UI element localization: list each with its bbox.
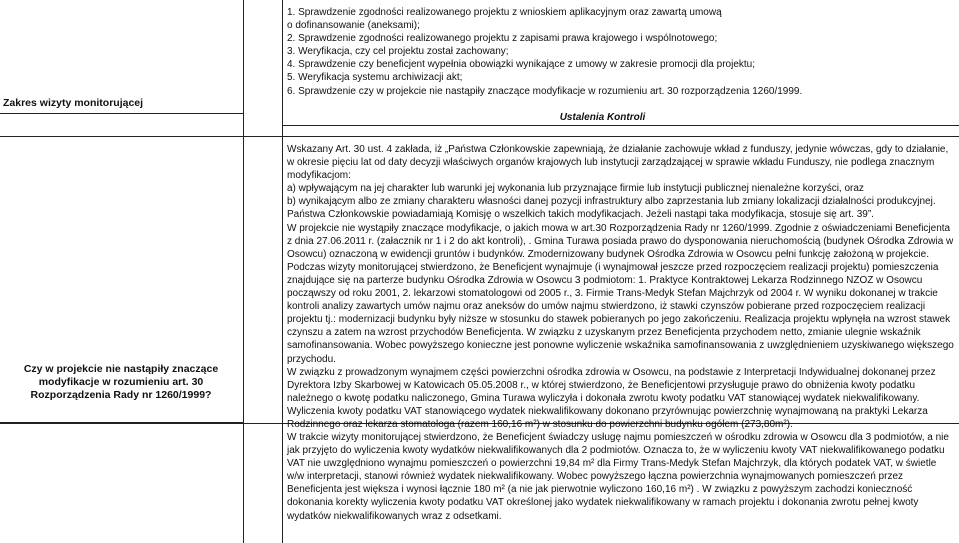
- scope-item: 2. Sprawdzenie zgodności realizowanego projektu z zapisami prawa krajowego i wspólnotowego;: [287, 33, 718, 45]
- scope-item: o dofinansowanie (aneksami);: [287, 20, 420, 32]
- paragraph: W projekcie nie wystąpiły znaczące modyfikacje, o jakich mowa w art.30 Rozporządzenia Rady nr 1260/1999. Zgodnie z oświadczeniami Beneficjenta z dnia 27.06.2011 r. (załacznik nr 1 i 2 do akt kontroli), . Gmina Turawa posiada prawo do dysponowania nieruchomością (budynek Ośrodka Zdrowia w Osowcu) oznaczoną w ewidencji gruntów i budynków. Zmodernizowany budynek Ośrodka Zdrowia w Osowcu pełni funkcję założoną w projekcie.: [287, 222, 954, 260]
- paragraph: Wskazany Art. 30 ust. 4 zakłada, iż „Państwa Członkowskie zapewniają, że działanie zachowuje wkład z funduszy, jedynie wówczas, gdy to działanie, w okresie pięciu lat od daty decyzji właściwych organów krajowych lub instytucji zarządzającej w sprawie wkładu Funduszy, nie podlega znacznym modyfikacjom:: [287, 144, 949, 182]
- scope-item: 1. Sprawdzenie zgodności realizowanego projektu z wnioskiem aplikacyjnym oraz zawartą umową: [287, 7, 722, 18]
- section-heading: Ustalenia Kontroli: [559, 112, 646, 123]
- row-divider: [0, 136, 959, 137]
- scope-list: [287, 6, 955, 98]
- paragraph: W związku z prowadzonym wynajmem części powierzchni ośrodka zdrowia w Osowcu, na podstawie z Interpretacji Indywidualnej dokonanej przez Dyrektora Izby Skarbowej w Katowicach 05.05.2008 r., w której stwierdzono, że Beneficjentowi przysługuje prawo do obniżenia kwoty podatku należnego o kwotę podatku naliczonego, Gmina Turawa wyliczyła i dokonała zwrotu kwoty podatku VAT stanowiącej wydatek niekwalifikowany. Wyliczenia kwoty podatku VAT stanowiącego wydatek niekwalifikowany dokonano przyrównując powierzchnię wynajmowaną na praktyki Lekarza Rodzinnego oraz lekarza stomatologa (razem 160,16 m²) w stosunku do powierzchni budynku ogółem (273,80m²).: [287, 366, 936, 430]
- scope-item: 5. Weryfikacja systemu archiwizacji akt;: [287, 72, 463, 84]
- paragraph: a) wpływającym na jej charakter lub warunki jej wykonania lub przyznające firmie lub instytucji publicznej nienależne korzyści, oraz: [287, 183, 864, 195]
- scope-item: 3. Weryfikacja, czy cel projektu został zachowany;: [287, 46, 509, 58]
- row-divider: [0, 113, 243, 114]
- scope-item: 4. Sprawdzenie czy beneficjent wypełnia obowiązki wynikające z umowy w zakresie promocji dla projektu;: [287, 59, 755, 71]
- paragraph: W trakcie wizyty monitorującej stwierdzono, że Beneficjent świadczy usługę najmu pomieszczeń w ośrodku zdrowia w Osowcu dla 3 podmiotów, a nie jak przyjęto do wyliczenia kwoty wydatków niekwalifikowanych dla 2 podmiotów. Oznacza to, że w wyliczeniu kwoty VAT niekwalifikowanego podatku VAT nie uwzględniono wynajmu pomieszczeń o powierzchni 19,84 m² dla Firmy Trans-Medyk Stefan Majchrzyk, dla których podatek VAT, w świetle w/w interpretacji, stanowi również wydatek niekwalifikowany. Wobec powyższego łączna powierzchnia wynajmowanych pomieszczeń przez Beneficjenta jest większa i wynosi łącznie 180 m² (a nie jak pierwotnie wyliczono 160,16 m²) . W związku z powyższym zachodzi konieczność dokonania korekty wyliczenia kwoty podatku VAT określonej jako wydatek niekwalifikowany w ramach projektu i dokonania zwrotu pełnej kwoty wydatków niekwalifikowanych wraz z odsetkami.: [287, 432, 949, 522]
- scope-item: 6. Sprawdzenie czy w projekcie nie nastąpiły znaczące modyfikacje w rozumieniu art. 30 rozporządzenia 1260/1999.: [287, 85, 803, 97]
- paragraph: Podczas wizyty monitorującej stwierdzono, że Beneficjent wynajmuje (i wynajmował jeszcze przed rozpoczęciem realizacji projektu) pomieszczenia znajdujące się na parterze budynku Ośrodka Zdrowia w Osowcu 3 podmiotom: 1. Praktyce Kontraktowej Lekarza Rodzinnego NZOZ w Osowcu począwszy od roku 2001, 2. lekarzowi stomatologowi od 2005 r., 3. Firmie Trans-Medyk Stefan Majchrzyk od 2004 r. W wyniku dokonanej w trakcie kontroli analizy zawartych umów najmu oraz aneksów do umów najmu stwierdzono, iż stawki czynszów pobierane przed rozpoczęciem realizacji projektu tj.: modernizacji budynku były niższe w stosunku do stawek pobieranych po jego zakończeniu. Realizacja projektu wpłynęła na wzrost stawek czynszu a zatem na wzrost przychodów Beneficjenta. W związku z uzyskanym przez Beneficjenta przychodem netto, zmianie ulegnie wskaźnik samofinansowania. Wobec powyższego konieczne jest ponowne wyliczenie wskaźnika samofinansowania z uwzględnieniem uzyskiwanego większego przychodu.: [287, 261, 954, 365]
- findings-block-continued: [287, 431, 955, 523]
- column-divider: [243, 0, 244, 543]
- row-divider: [282, 125, 959, 126]
- paragraph: b) wynikającym albo ze zmiany charakteru własności danej pozycji infrastruktury albo zaprzestania lub zmiany lokalizacji działalności produkcyjnej. Państwa Członkowskie powiadamiają Komisję o wszelkich takich modyfikacjach. Jeżeli nastąpi taka modyfikacja, stosuje się art. 39”.: [287, 196, 936, 221]
- question-label: Czy w projekcie nie nastąpiły znaczące modyfikacje w rozumieniu art. 30 Rozporządzenia Rady nr 1260/1999?: [23, 363, 219, 401]
- scope-label: Zakres wizyty monitorującej: [3, 97, 144, 109]
- findings-block: [287, 143, 955, 431]
- column-divider: [282, 0, 283, 543]
